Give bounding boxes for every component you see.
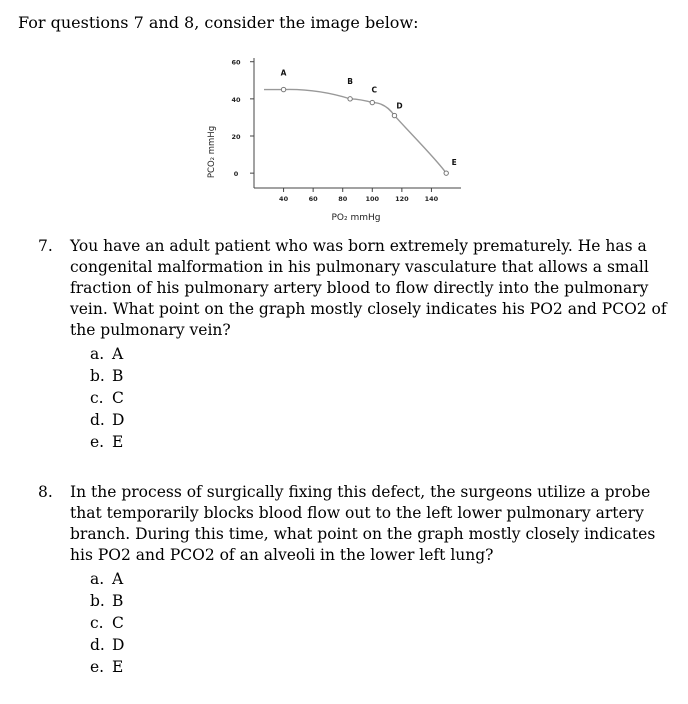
option-letter: d.: [90, 411, 105, 429]
point-c-marker: [370, 100, 374, 104]
answer-options: [90, 343, 668, 453]
point-a-label: A: [280, 68, 287, 78]
x-tick-label: 100: [365, 195, 380, 203]
answer-options: [90, 568, 668, 678]
y-axis-label: PCO₂ mmHg: [207, 125, 217, 179]
option-letter: b.: [90, 592, 105, 610]
option-letter: c.: [90, 389, 104, 407]
option-a: [90, 568, 668, 590]
y-tick-label: 60: [231, 58, 241, 67]
question-number: 7.: [38, 237, 53, 255]
point-b-label: B: [347, 76, 353, 86]
option-e: [90, 431, 668, 453]
option-letter: c.: [90, 614, 104, 632]
x-tick-label: 80: [338, 195, 348, 203]
option-letter: e.: [90, 658, 105, 676]
question-text: You have an adult patient who was born extremely prematurely. He has a congenital malformation in his pulmonary vasculature that allows a small fraction of his pulmonary artery blood to flow directly into the pulmonary vein. What point on the graph mostly closely indicates his PO2 and PCO2 of the pulmonary vein?: [70, 237, 667, 339]
y-tick-label: 40: [231, 95, 241, 104]
option-letter: a.: [90, 345, 105, 363]
point-d-marker: [392, 113, 396, 117]
option-b: [90, 590, 668, 612]
point-e-marker: [444, 171, 448, 175]
option-text: E: [112, 658, 124, 676]
point-a-marker: [281, 87, 285, 91]
x-axis-label: PO₂ mmHg: [331, 213, 381, 223]
option-a: [90, 343, 668, 365]
instructions-text: For questions 7 and 8, consider the image below:: [18, 13, 419, 32]
option-b: [90, 365, 668, 387]
option-text: A: [112, 570, 124, 588]
option-text: B: [112, 367, 124, 385]
option-d: [90, 409, 668, 431]
option-text: D: [112, 636, 125, 654]
option-d: [90, 634, 668, 656]
point-e-label: E: [451, 158, 457, 168]
option-text: E: [112, 433, 124, 451]
option-text: A: [112, 345, 124, 363]
option-e: [90, 656, 668, 678]
question-number: 8.: [38, 483, 53, 501]
option-c: [90, 387, 668, 409]
option-text: B: [112, 592, 124, 610]
x-tick-label: 140: [424, 195, 439, 203]
point-d-label: D: [396, 101, 403, 111]
question-8: [38, 482, 668, 678]
option-text: C: [112, 614, 124, 632]
option-letter: a.: [90, 570, 105, 588]
x-tick-label: 120: [395, 195, 409, 203]
x-tick-label: 60: [308, 195, 318, 203]
option-text: D: [112, 411, 125, 429]
pco2-po2-chart: [196, 48, 486, 228]
option-text: C: [112, 389, 124, 407]
option-letter: d.: [90, 636, 105, 654]
option-letter: e.: [90, 433, 105, 451]
question-7: [38, 236, 668, 453]
y-tick-label: 0: [233, 170, 239, 179]
question-text: In the process of surgically fixing this defect, the surgeons utilize a probe that temporarily blocks blood flow out to the left lower pulmonary artery branch. During this time, what point on the graph mostly closely indicates his PO2 and PCO2 of an alveoli in the lower left lung?: [70, 483, 656, 564]
y-tick-label: 20: [231, 133, 241, 141]
curve-line: [264, 89, 446, 173]
point-c-label: C: [371, 85, 378, 95]
point-b-marker: [348, 97, 352, 101]
x-tick-label: 40: [279, 195, 289, 203]
option-letter: b.: [90, 367, 105, 385]
option-c: [90, 612, 668, 634]
